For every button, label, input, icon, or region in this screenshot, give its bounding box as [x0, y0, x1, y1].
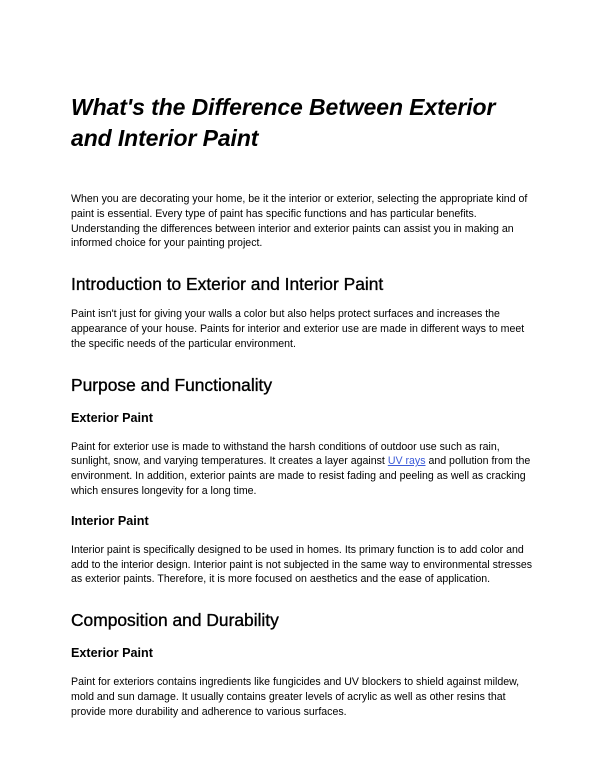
intro-paragraph: When you are decorating your home, be it the interior or exterior, selecting the appropriate kind of paint is essential. Every type of paint has specific functions and has particular benefits. Understanding the differences between interior and exterior paints can assist you in making an informed choice for your painting project. — [71, 193, 528, 250]
composition-exterior-paragraph: Paint for exteriors contains ingredients like fungicides and UV blockers to shield against mildew, mold and sun damage. It usually contains greater levels of acrylic as well as other resins that provide more durability and adherence to various surfaces. — [71, 676, 520, 718]
purpose-exterior-paragraph — [71, 440, 541, 499]
document-content — [71, 92, 541, 720]
section-heading-introduction: Introduction to Exterior and Interior Paint — [71, 274, 384, 295]
purpose-exterior-text-before: Paint for exterior use is made to withstand the harsh conditions of outdoor use such as rain, sunlight, snow, and varying temperatures. It creates a layer against — [71, 440, 500, 468]
purpose-interior-paragraph: Interior paint is specifically designed to be used in homes. Its primary function is to add color and add to the interior design. Interior paint is not subjected in the same way to environmental stresses as exterior paints. Therefore, it is more focused on aesthetics and the ease of application. — [71, 543, 533, 586]
section-heading-purpose: Purpose and Functionality — [71, 374, 273, 395]
subheading-composition-exterior: Exterior Paint — [71, 646, 153, 661]
page-title: What's the Difference Between Exterior and Interior Paint — [71, 94, 496, 151]
introduction-paragraph: Paint isn't just for giving your walls a color but also helps protect surfaces and increases the appearance of your house. Paints for interior and exterior use are made in different ways to meet the specific needs of the particular environment. — [71, 308, 525, 350]
uv-rays-link[interactable]: UV rays — [387, 455, 426, 468]
subheading-purpose-interior: Interior Paint — [71, 513, 149, 528]
subheading-purpose-exterior: Exterior Paint — [71, 410, 153, 425]
section-heading-composition: Composition and Durability — [71, 610, 279, 631]
purpose-exterior-text-after: and pollution from the environment. In addition, exterior paints are made to resist fading and peeling as well as cracking which ensures longevity for a long time. — [71, 455, 531, 497]
